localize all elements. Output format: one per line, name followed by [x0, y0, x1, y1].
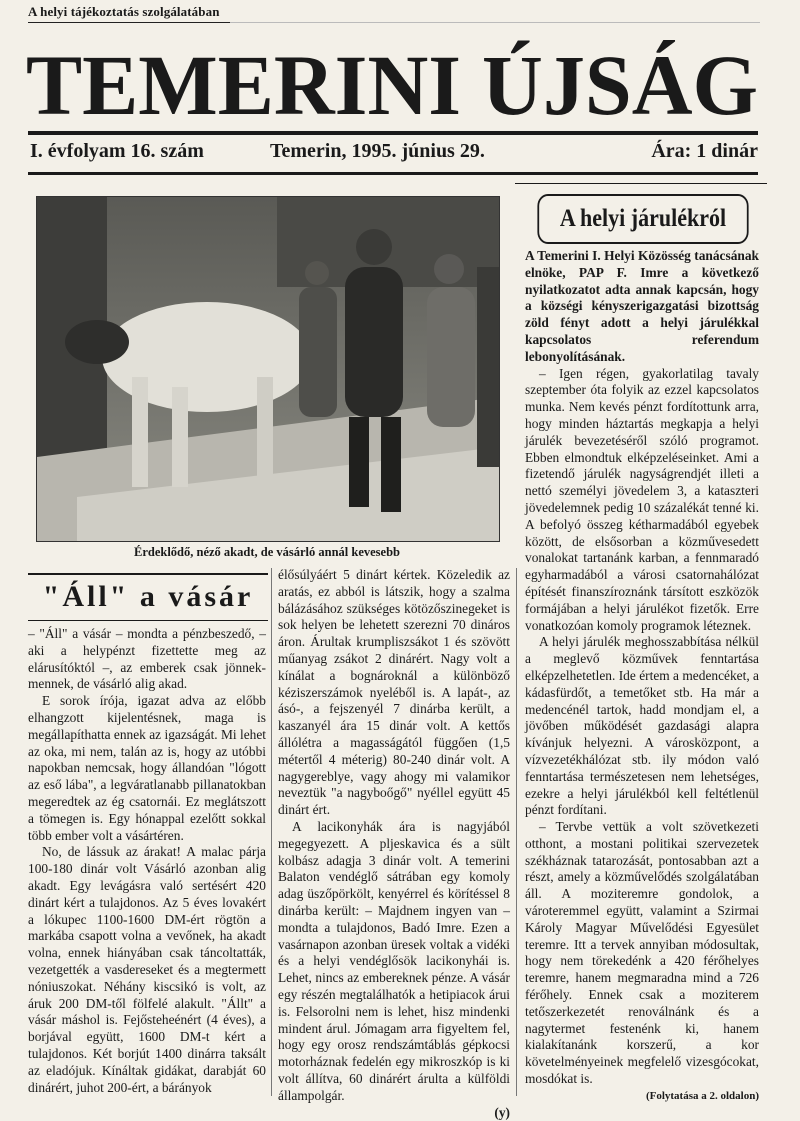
column-divider: [271, 568, 272, 1096]
article-jarulek-paragraph: – Igen régen, gyakorlatilag tavaly szeptember óta folyik az ezzel kapcsolatos munka. Nem kevés pénzt fordítottunk arra, hogy minden háztartás megkapja a helyi járulék bevezetéséről szóló programot. Ebben elmondtuk elképzeléseinket. Ami a fizetendő járulék nagyságrendjét illeti a nettó személyi jövedelem 3, a kataszteri jövedelemnek pedig 10 százalékát tenné ki. A befolyó összeg kétharmadából egyebek között, de elsősorban a közművesedett vonalokat tartanánk karban, a fennmaradó egyharmadából a városi csatornahálózat építését finanszíroznánk társított eszközök formájában a helyi járulékot fizetők. Erre vonatkozóan komoly programok léteznek.: [525, 365, 759, 633]
photo-caption: Érdeklődő, néző akadt, de vásárló annál kevesebb: [133, 545, 400, 559]
masthead: [22, 34, 762, 126]
article-vasar-column-2: [278, 567, 510, 1121]
column-divider: [516, 568, 517, 1096]
issue-info-row: [28, 140, 758, 168]
masthead-rule-top: [28, 131, 758, 135]
issue-price: Ára: 1 dinár: [651, 140, 758, 162]
article-title-vasar: "Áll" a vásár: [42, 580, 254, 613]
vasar-title-rule-top: [28, 573, 268, 575]
photo-illustration: [37, 197, 499, 541]
masthead-svg: [22, 34, 762, 126]
newspaper-title: TEMERINI ÚJSÁG: [26, 37, 758, 126]
article-vasar-paragraph: élősúlyáért 5 dinárt kértek. Közeledik az aratás, ez abból is látszik, hogy a szalma bálázásához szükséges kötözőszinegeket is sok helyen be lehetett szerezni 70 dináros áron. Árultak krumpliszsákot 1 és szövött műanyag zsákot 2 dinárért. Nagy volt a kínálat a bognároknál a különböző kéziszerszámok nyeléből is. A lapát-, az ásó-, a fejszenyél 7 dinárba került, a kaszanyél ára 15 dinár volt. A kettős állólétra a magasságától függően (1,5 métertől 4 méterig) 80-240 dinár volt. A nagygereblye, vagy ahogy mi valamikor neveztük "a nagyboőgő" nyéllel együtt 45 dinárt ért.: [278, 567, 510, 818]
vasar-title-rule-bottom: [28, 620, 268, 621]
article-jarulek-body: [525, 248, 759, 1105]
article-signature: (y): [494, 1104, 510, 1120]
article-vasar-paragraph: A lacikonyhák ára is nagyjából megegyezett. A pljeskavica és a sült kolbász adagja 3 dinár volt. A temerini Balaton vendéglő sátrában egy komoly adag üszőpörkölt, kenyérrel és körítéssel 8 dinárba került: – Majdnem ingyen van – mondta a tulajdonos, Badó Imre. Ezen a vasárnapon azonban üresek voltak a vidéki és a helyi vendéglősök lacikonyhái is. Lehet, nincs az embereknek pénze. A vásár egy részén megtalálhatók a hetipiacok árui is. Felsorolni nem is lehet, hisz mindenki mindent árul. Jómagam arra figyeltem fel, hogy egy orosz rendszámtáblás gépkocsi motorháznak fedelén egy mikroszkóp is ki volt állítva, 60 dinárért árulta a külföldi állampolgár.: [278, 818, 510, 1103]
article-vasar-paragraph: – "Áll" a vásár – mondta a pénzbeszedő, – aki a helypénzt fizettette meg az elárusítóktól –, az emberek csak jönnek-mennek, de vásárló alig akad.: [28, 626, 266, 692]
market-photo: [36, 196, 500, 542]
article-title-jarulek: A helyi járulékról: [537, 194, 748, 244]
article-jarulek-paragraph: A helyi járulék meghosszabbítása nélkül a meglevő közművek fenntartása elképzelhetetlen. Ide értem a medencéket, a kádasfürdőt, a temetőket stb. Ha már a medencénél tartok, hadd mondjam el, a jövőben működését gazdasági alapra kívánjuk helyezni. A városközpont, a vízvezetékhálózat stb. ily módon való fenntartása természetesen nem lehetséges, ezekre a helyi járulékból kell feltétlenül pénzt fordítani.: [525, 634, 759, 818]
article-vasar-column-1: [28, 626, 266, 1096]
article-jarulek-paragraph: – Tervbe vettük a volt szövetkezeti otthont, a mostani politikai szervezetek székháznak tatarozását, pontosabban azt a részt, amely a közművelődés szolgálatában áll. A moziteremre gondolok, a vároteremmel együtt, valamint a Szirmai Károly Magyar Művelődési Egyesület teremre. Itt a tervek annyiban módosultak, hogy nem törekedénk a 420 férőhelyes teremre, hanem megmaradna mind a 726 férőhely. Ennek csak a moziterem tetőszerkezetét renoválnánk és a nagytermet festenénk ki, hanem kialakítanánk korszerű, a kor követelményeinek megfelelő vizesgócokat, mosdókat is.: [525, 819, 759, 1087]
continued-note: (Folytatása a 2. oldalon): [645, 1089, 759, 1102]
article-vasar-paragraph: E sorok írója, igazat adva az előbb elhangzott kijelentésnek, maga is megállapíthatta ennek az igazságát. Mi lehet az oka, mi nem, talán az is, hogy az utóbbi napokban nemcsak, hogy állandóan "lógott az eső lába", a legváratlanabb pillanatokban megeredtek az ég csatornái. Ez meglátszott a tömegen is. Egy hónappal ezelőtt sokkal több ember volt a vásártéren.: [28, 693, 266, 843]
masthead-rule-bottom: [28, 172, 758, 175]
issue-date: Temerin, 1995. június 29.: [270, 140, 485, 162]
article-jarulek-intro: A Temerini I. Helyi Közösség tanácsának elnöke, PAP F. Imre a következő nyilatkozatot adta annak kapcsán, hogy a községi kényszerigazgatási bizottság zöld fényt adott a helyi járulékkal kapcsolatos referendum lebonyolításának.: [525, 248, 759, 364]
tagline-rule: [28, 22, 230, 23]
volume-number: I. évfolyam 16. szám: [30, 140, 204, 162]
tagline-rule-right: [230, 22, 760, 23]
tagline: A helyi tájékoztatás szolgálatában: [28, 4, 220, 19]
box-head-rule: [515, 183, 767, 184]
article-vasar-paragraph: No, de lássuk az árakat! A malac párja 100-180 dinár volt Vásárló azonban alig akadt. Egy levágásra való sertésért 420 dinárt kért a tulajdonos. Az 5 éves lovakért a lókupec 1100-1600 DM-ért rögtön a markába csapott volna a vevőnek, ha akadt volna, ennek hiányában csak táncoltatták, vezetgették a vasdereseket és a megtermett nóniuszokat. Néhány kiscsikó is volt, az áruk 200 DM-től fölfelé alakult. "Állt" a vásár máshol is. Fejősteheénért (4 éves), a borjával együtt, 1600 DM-t kért a tulajdonos. Két borjút 1400 dinárra taksált az eladójuk. Kínáltak gidákat, darabját 60 dinárért, juhot 200-ért, a bárányok: [28, 844, 266, 1095]
